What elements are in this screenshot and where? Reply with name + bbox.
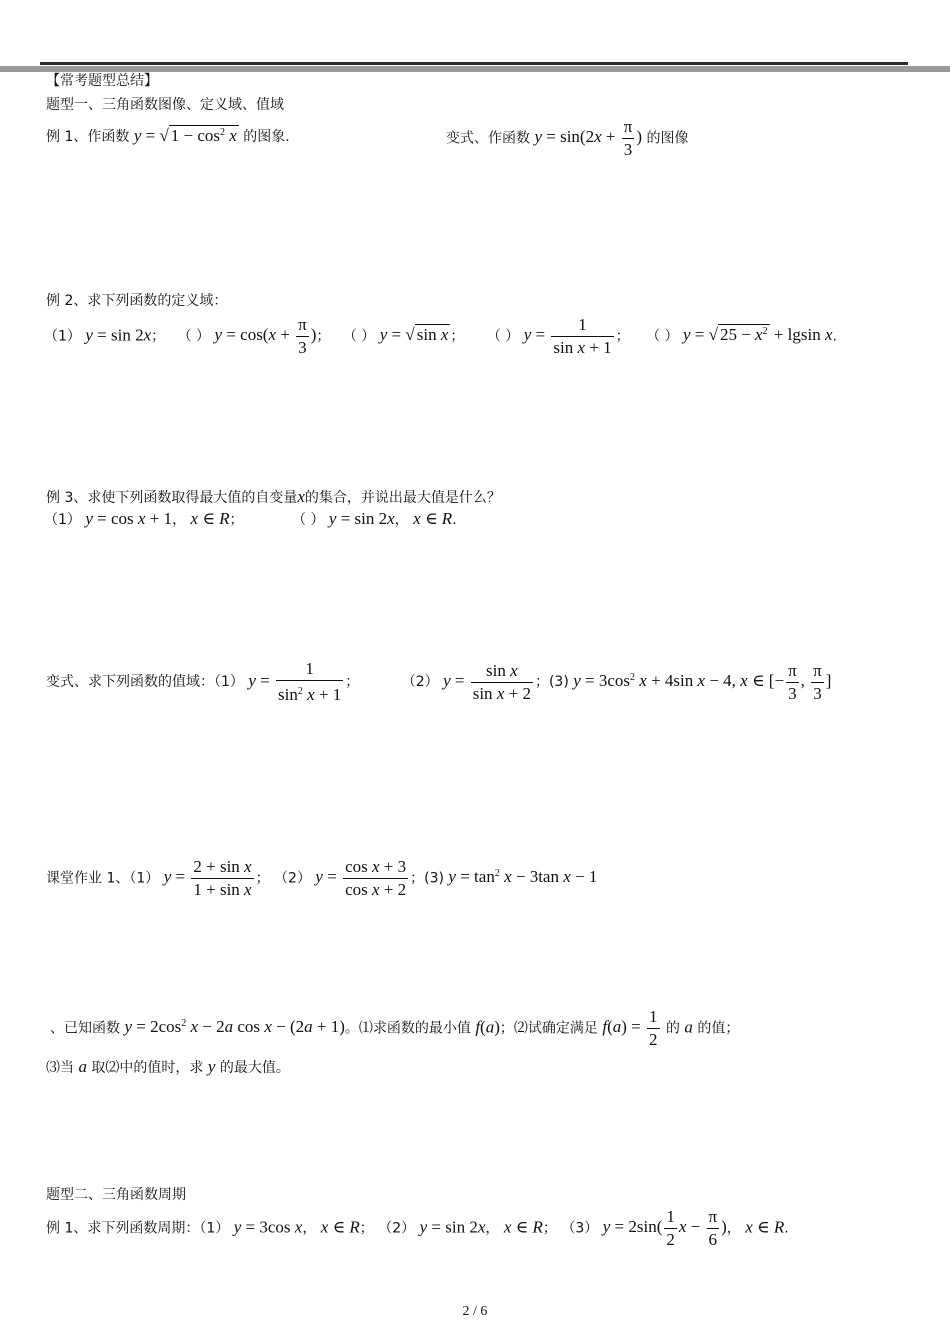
classwork-item-3-formula: $y = \tan^2 x - 3\tan$ x − 1 [448, 867, 598, 887]
period-item-2-number: （2） [378, 1220, 416, 1237]
comma: ， [485, 1220, 500, 1237]
comma: ， [394, 512, 409, 528]
range-variant-lead: 变式、求下列函数的值域：（1） [46, 673, 244, 690]
range-item-2-formula: y = $\frac{\text{sin x}}{\text{sin x + 2}}$ [443, 660, 531, 703]
example-2-item-5-blank: （ ） [646, 328, 679, 345]
top-rule-dark [40, 62, 908, 65]
problem-a-line2-a: ⑶当 [46, 1060, 79, 1076]
example-1-variant-formula: y = sin(2x + $\frac{\pi}{3}$ ) [534, 117, 642, 159]
separator: ； [345, 673, 360, 690]
classwork-1-lead: 课堂作业 1、（1） [46, 870, 160, 887]
example-1-lead: 例 1、作函数 [46, 129, 134, 145]
example-3-title-b: 的集合，并说出最大值是什么？ [304, 490, 501, 506]
period: . [784, 1220, 789, 1237]
problem-a-line-1: 、已知函数 $y = 2\cos^2$ x − 2a cos x − (2a + 1)。⑴求函数的最小值 f(a)；⑵试确定满足 f(a) = $\frac{1}{2}$ 的 a 的值； [50, 1007, 740, 1049]
problem-a-line2-b: 取⑵中的值时，求 [86, 1060, 208, 1076]
separator: ； [542, 1220, 557, 1237]
example-2-item-1-formula: y = sin 2x [85, 325, 152, 345]
page-number: 2 / 6 [462, 1304, 488, 1319]
example-1-variant-line [446, 116, 688, 166]
classwork-item-1-formula: y = $\frac{\text{2 + sin x}}{\text{1 + sin x}}$ [163, 857, 252, 899]
problem-a-fa: f(a) [475, 1017, 500, 1037]
classwork-1-line [46, 856, 597, 906]
example-3-item-2-blank: （ ） [292, 512, 325, 528]
section-header: 【常考题型总结】 [46, 73, 158, 89]
separator: ； [359, 1220, 374, 1237]
example-3-item-1-domain: x ∈ R [190, 509, 230, 528]
period-item-3-number: （3） [561, 1220, 599, 1237]
problem-a-part1: 。⑴求函数的最小值 [344, 1020, 476, 1037]
problem-a-part2: ；⑵试确定满足 [499, 1020, 603, 1037]
classwork-item-2-formula: y = $\frac{\text{cos x + 3}}{\text{cos x + 2}}$ [315, 857, 407, 899]
separator: ； [615, 328, 630, 345]
example-3-item-1-formula: y = cos x + 1 [85, 509, 173, 528]
separator: ； [151, 328, 166, 345]
example-2-items [44, 314, 837, 364]
range-item-2-number: （2） [401, 673, 439, 690]
example-1-line [46, 124, 290, 168]
period-item-1-domain: x ∈ R [320, 1217, 360, 1237]
separator: ； [229, 512, 244, 528]
comma: ， [726, 1220, 741, 1237]
example-2-item-3-formula: y = √ sin x [379, 325, 449, 345]
range-item-3-number: ；(3) [534, 673, 569, 690]
problem-a-line2-c: 的最大值。 [215, 1060, 290, 1076]
example-2-item-1-number: （1） [44, 328, 81, 345]
example-2-title: 例 2、求下列函数的定义域： [46, 293, 228, 309]
example-1-variant-tail: 的图像 [642, 130, 689, 147]
classwork-item-2-number: （2） [274, 870, 311, 887]
problem-a-function: $y = 2\cos^2$ x − 2a cos x − (2a + 1) [124, 1017, 345, 1037]
example-1-variant-lead: 变式、作函数 [446, 130, 535, 147]
range-item-1-formula: y = $\frac{1}{\sin^2 x + 1}$ [248, 659, 342, 704]
type1-title: 题型一、三角函数图像、定义域、值域 [46, 97, 284, 113]
example-3-item-2-formula: y = sin 2x [328, 509, 395, 528]
range-variant-line [46, 658, 831, 708]
example-2-item-4-blank: （ ） [486, 328, 520, 345]
problem-a-part4: 的值； [692, 1020, 740, 1037]
period-example-lead: 例 1、求下列函数周期：（1） [46, 1220, 230, 1237]
comma: ， [172, 512, 187, 528]
period-item-3-formula: y = 2sin( $\frac{1}{2}$ x − $\frac{\pi}{6}$ ) [602, 1207, 727, 1249]
example-2-item-2-blank: （ ） [177, 328, 211, 345]
period-item-2-domain: x ∈ R [503, 1217, 543, 1237]
period-example-line [46, 1206, 789, 1256]
problem-a-lead: 、已知函数 [50, 1020, 125, 1037]
example-3-title: 例 3、求使下列函数取得最大值的自变量x的集合，并说出最大值是什么？ [46, 487, 501, 506]
problem-a-condition: f(a) = $\frac{1}{2}$ [602, 1007, 658, 1049]
example-2-item-4-formula: y = $\frac{1}{\text{sin x + 1}}$ [523, 315, 612, 357]
example-1-formula: y = √ $1 - \cos^2 x$ [133, 126, 237, 145]
problem-a-part3: 的 [661, 1020, 685, 1037]
separator: ； [450, 328, 465, 345]
type2-title: 题型二、三角函数周期 [46, 1187, 186, 1203]
example-3-item-2-domain: x ∈ R [413, 509, 453, 528]
example-2-item-3-blank: （ ） [342, 328, 376, 345]
comma: ， [302, 1220, 317, 1237]
period: . [832, 328, 837, 345]
example-2-item-2-formula: y = cos(x + $\frac{\pi}{3}$ ) [214, 315, 317, 357]
example-3-items [44, 510, 457, 529]
separator: ； [316, 328, 331, 345]
classwork-item-3-number: ；(3) [410, 870, 444, 887]
period-item-1-formula: y = 3cos x [233, 1217, 303, 1237]
period: . [452, 512, 457, 528]
range-item-3-formula: $y = 3\cos^2$ x + 4sin x − 4, x ∈ [− $\frac{\pi}{3}$ , $\frac{\pi}{3}$ ] [573, 660, 832, 703]
separator: ； [255, 870, 270, 887]
period-item-2-formula: y = sin 2x [419, 1217, 486, 1237]
example-1-tail: 的图象. [238, 129, 290, 145]
example-3-item-1-number: （1） [44, 512, 81, 528]
example-2-item-5-formula: y = √ $25 - x^2 + lgsin$ x [682, 325, 833, 345]
period-item-3-domain: x ∈ R [745, 1217, 785, 1237]
problem-a-line-2: ⑶当 a 取⑵中的值时，求 y 的最大值。 [46, 1057, 290, 1076]
example-3-title-a: 例 3、求使下列函数取得最大值的自变量 [46, 490, 298, 506]
